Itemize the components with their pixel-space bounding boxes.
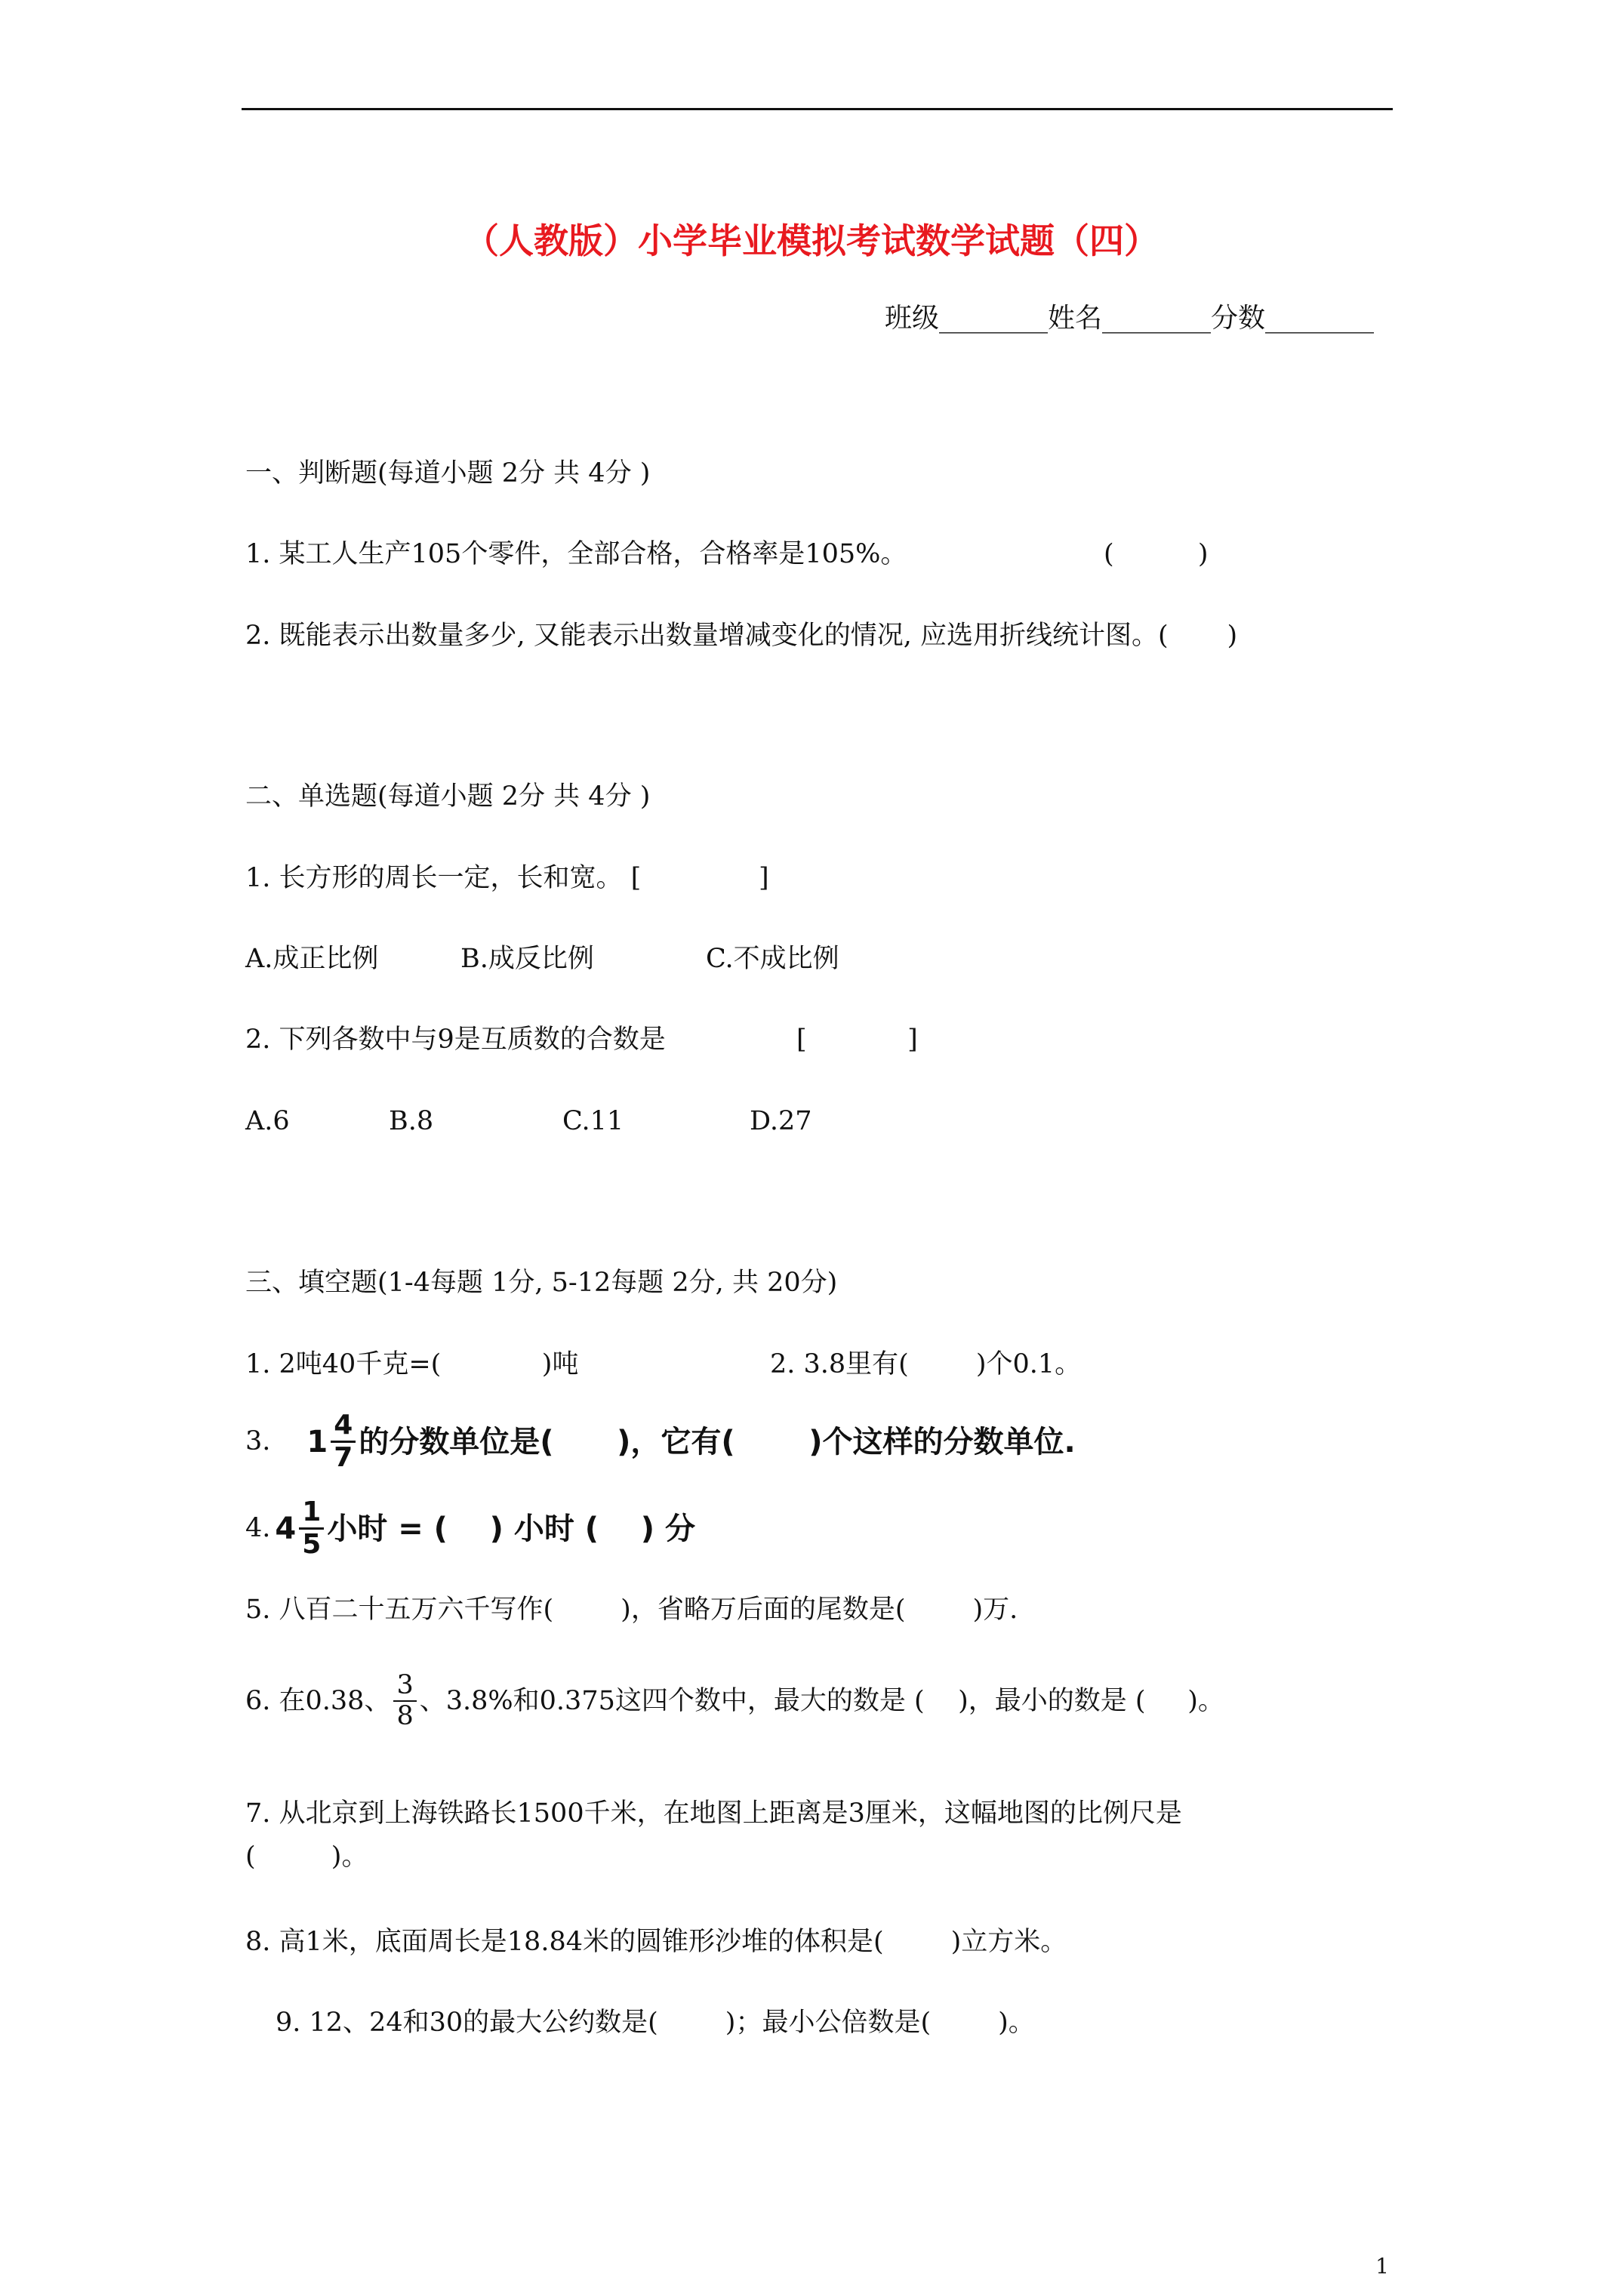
section3-q1: 1. 2吨40千克=( )吨 (245, 1349, 579, 1379)
section2-q1-option-c: C.不成比例 (706, 944, 839, 974)
fraction-denominator: 7 (334, 1442, 353, 1473)
section3-q4-fraction (299, 1496, 324, 1560)
section2-heading: 二、单选题(每道小题 2分 共 4分 ) (245, 781, 651, 812)
student-info-line: 班级________姓名________分数________ (884, 303, 1374, 334)
section3-q3 (245, 1412, 1076, 1472)
fraction-numerator: 3 (393, 1672, 416, 1702)
section2-q2-option-a: A.6 (245, 1106, 290, 1136)
section3-q3-text: 的分数单位是( )，它有( )个这样的分数单位. (359, 1424, 1076, 1459)
fraction-denominator: 8 (396, 1701, 414, 1731)
fraction-denominator: 5 (302, 1529, 322, 1560)
section3-q6-fraction (393, 1672, 416, 1730)
section3-q7-line2: ( )。 (245, 1841, 368, 1872)
section2-q2-option-b: B.8 (389, 1106, 434, 1136)
section3-q3-number: 3. (245, 1426, 271, 1456)
section3-q4-whole: 4 (275, 1511, 297, 1546)
section3-q4-number: 4. (245, 1513, 271, 1543)
section3-q8: 8. 高1米，底面周长是18.84米的圆锥形沙堆的体积是( )立方米。 (245, 1927, 1067, 1957)
fraction-numerator: 1 (299, 1499, 324, 1530)
section3-q7-line1: 7. 从北京到上海铁路长1500千米，在地图上距离是3厘米，这幅地图的比例尺是 (245, 1798, 1182, 1829)
section3-heading: 三、填空题(1-4每题 1分, 5-12每题 2分, 共 20分) (245, 1268, 838, 1298)
section2-q2-option-d: D.27 (750, 1106, 812, 1136)
section1-heading: 一、判断题(每道小题 2分 共 4分 ) (245, 458, 651, 488)
section1-q1: 1. 某工人生产105个零件，全部合格，合格率是105%。 (245, 539, 907, 569)
section3-q3-whole: 1 (306, 1424, 328, 1459)
section3-q2: 2. 3.8里有( )个0.1。 (770, 1349, 1082, 1379)
section3-q4 (245, 1496, 695, 1560)
section2-q2-bracket: [ ] (796, 1025, 918, 1055)
header-rule (242, 108, 1393, 110)
section2-q1-option-b: B.成反比例 (460, 944, 594, 974)
section3-q6-post: 、3.8%和0.375这四个数中，最大的数是 ( )，最小的数是 ( )。 (419, 1685, 1224, 1716)
page-title: （人教版）小学毕业模拟考试数学试题（四） (464, 220, 1159, 261)
section3-q5: 5. 八百二十五万六千写作( )，省略万后面的尾数是( )万. (245, 1595, 1018, 1625)
page-number: 1 (1375, 2254, 1389, 2279)
section3-q6 (245, 1672, 1224, 1730)
section1-q1-answer-paren: ( ) (1104, 539, 1209, 569)
section2-q1-option-a: A.成正比例 (245, 944, 379, 974)
section3-q3-fraction (331, 1412, 356, 1472)
section2-q2-option-c: C.11 (562, 1106, 624, 1136)
section3-q9: 9. 12、24和30的最大公约数是( )；最小公倍数是( )。 (276, 2008, 1035, 2038)
section1-q2: 2. 既能表示出数量多少, 又能表示出数量增减变化的情况, 应选用折线统计图。( ) (245, 621, 1238, 651)
section2-q1: 1. 长方形的周长一定，长和宽。 [ ] (245, 863, 769, 893)
section3-q4-text: 小时 = ( ) 小时 ( ) 分 (327, 1511, 695, 1546)
section3-q6-pre: 6. 在0.38、 (245, 1685, 391, 1716)
fraction-numerator: 4 (331, 1412, 356, 1443)
section2-q2: 2. 下列各数中与9是互质数的合数是 (245, 1025, 666, 1055)
